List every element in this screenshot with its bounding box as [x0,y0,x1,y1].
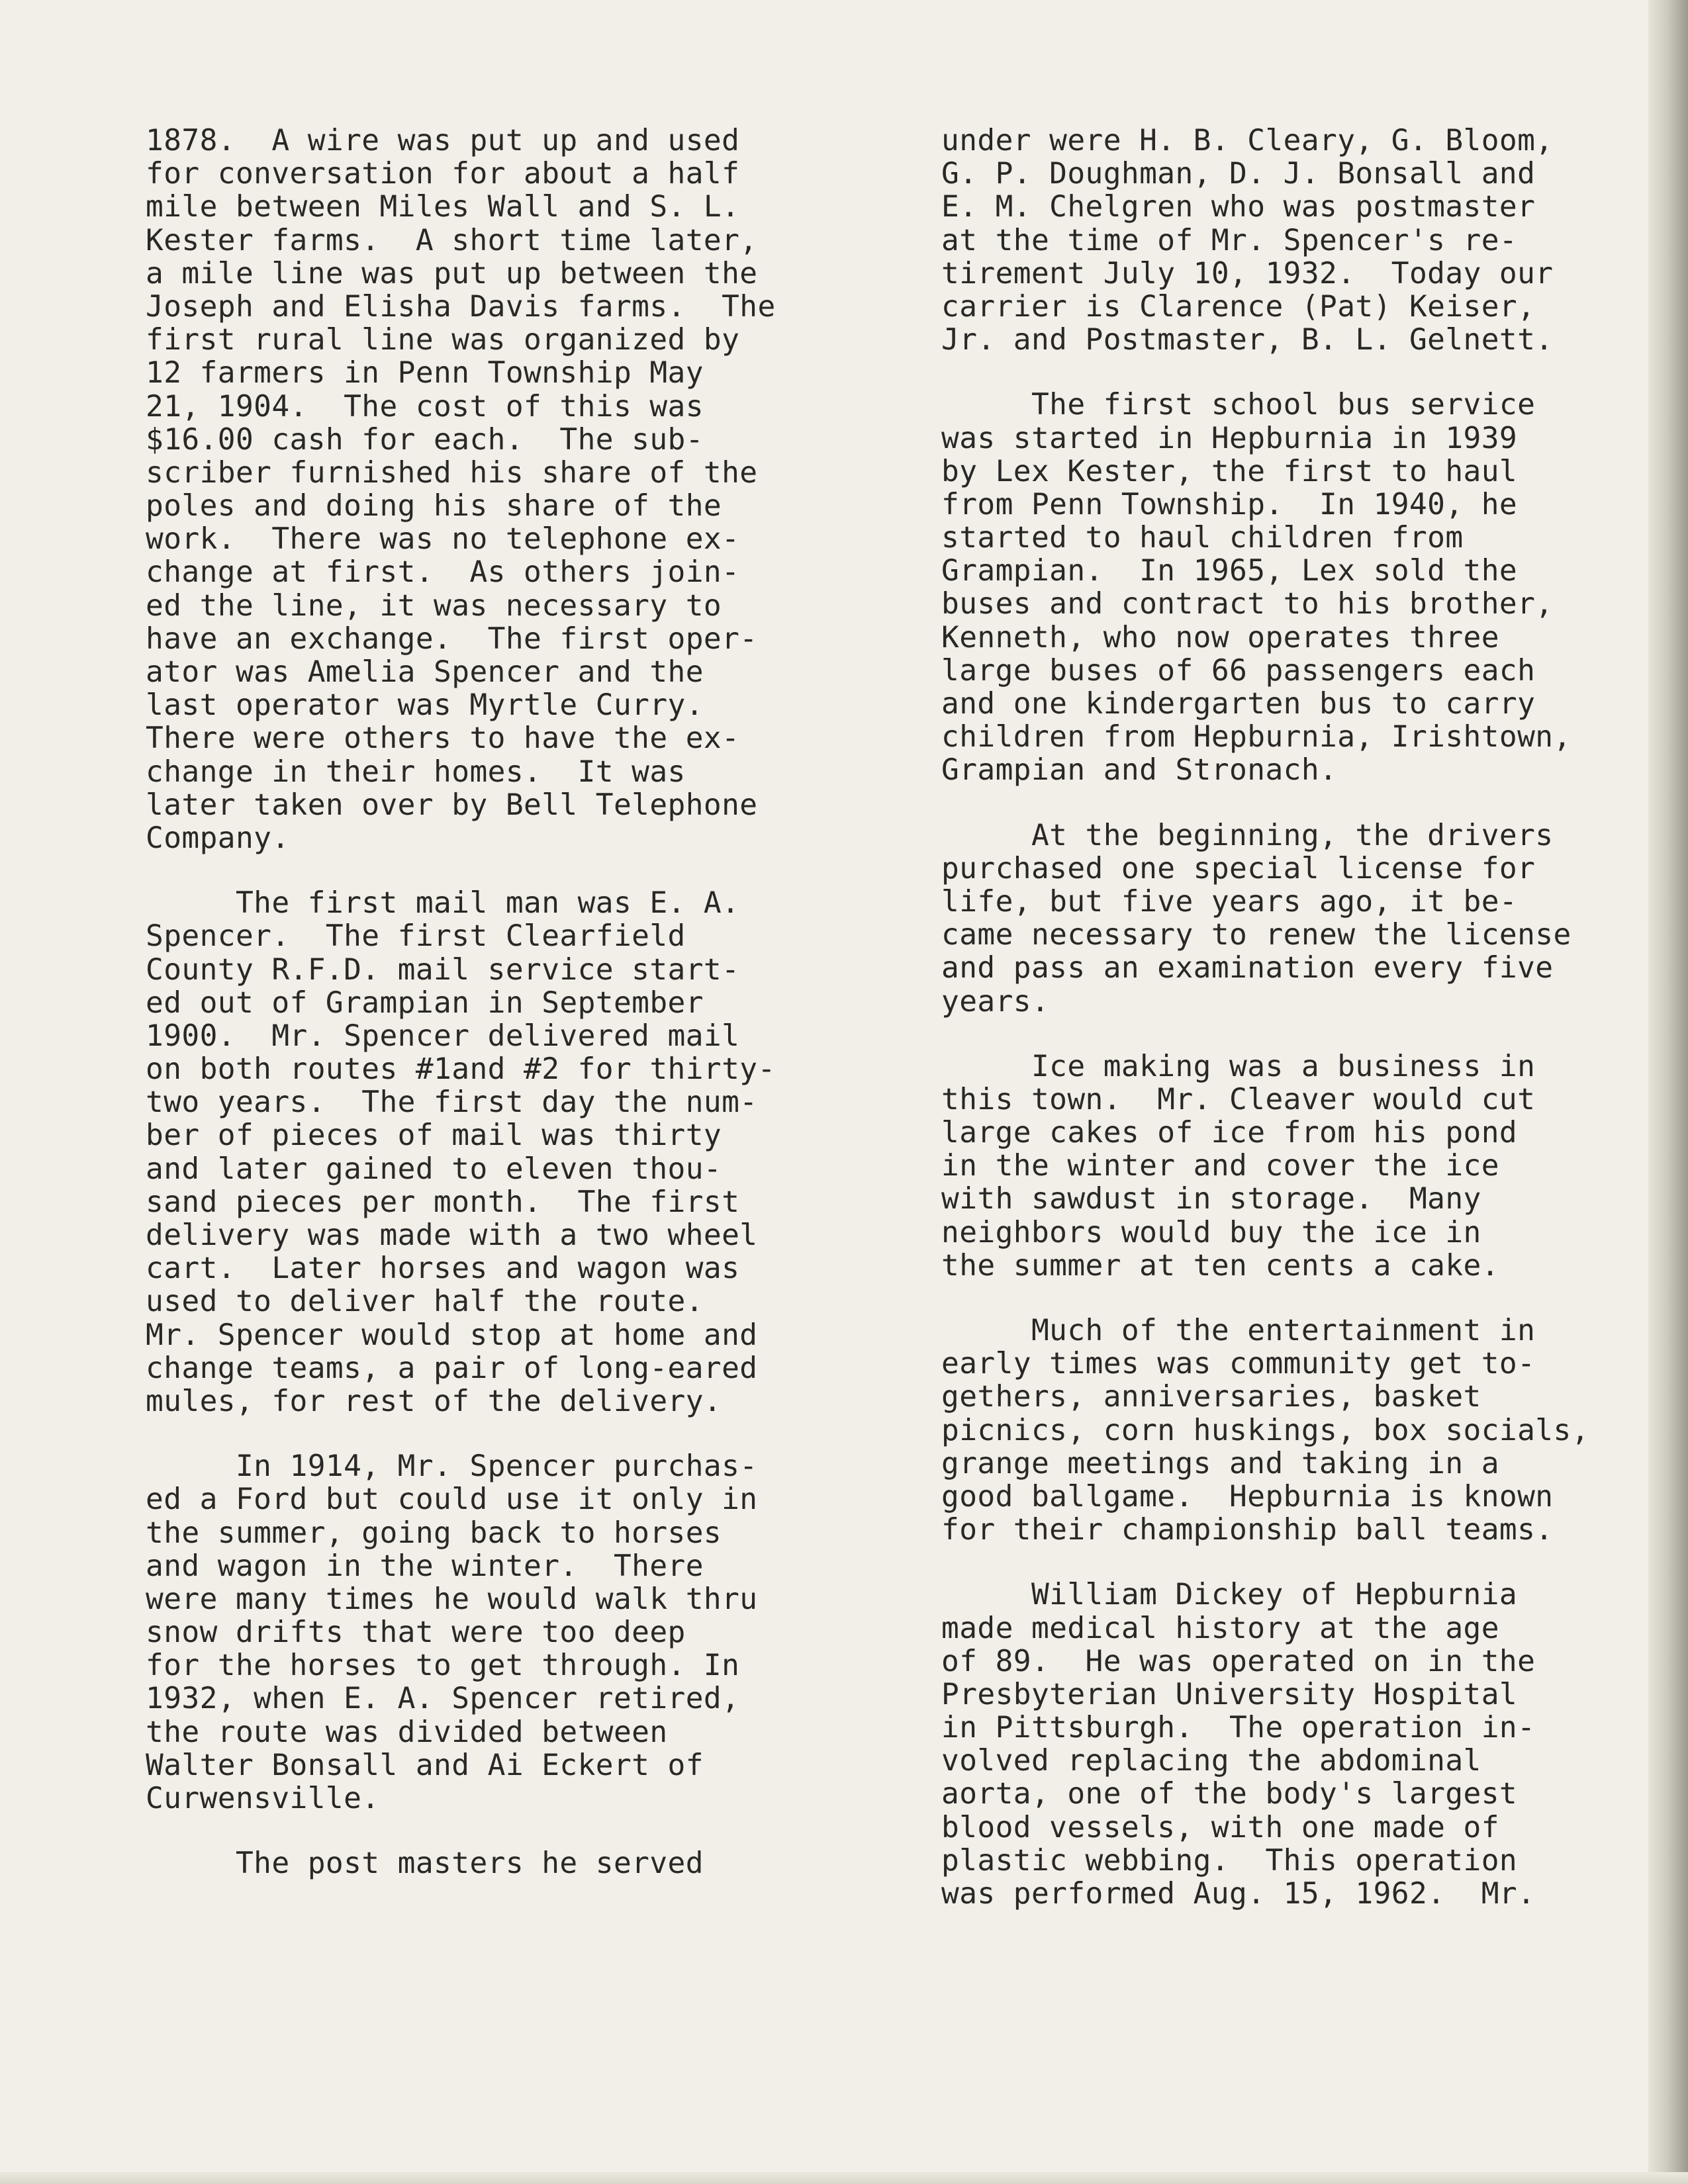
text-line: tirement July 10, 1932. Today our [941,256,1554,291]
text-line: Grampian. In 1965, Lex sold the [941,554,1518,588]
text-line: under were H. B. Cleary, G. Bloom, [941,124,1554,158]
text-line: a mile line was put up between the [146,256,758,291]
text-line: in Pittsburgh. The operation in- [941,1711,1536,1745]
text-line: delivery was made with a two wheel [146,1218,758,1252]
text-line: later taken over by Bell Telephone [146,788,758,822]
text-line: of 89. He was operated on in the [941,1644,1536,1678]
text-line: $16.00 cash for each. The sub- [146,422,704,457]
text-line: In 1914, Mr. Spencer purchas- [146,1449,758,1484]
text-line: E. M. Chelgren who was postmaster [941,190,1536,224]
text-line: on both routes #1and #2 for thirty- [146,1052,776,1087]
text-line: children from Hepburnia, Irishtown, [941,720,1571,754]
text-line: Grampian and Stronach. [941,753,1338,788]
text-line: early times was community get to- [941,1347,1536,1381]
text-line: the summer, going back to horses [146,1516,722,1550]
text-line: blood vessels, with one made of [941,1810,1499,1844]
text-line: volved replacing the abdominal [941,1744,1481,1778]
text-line: Kester farms. A short time later, [146,223,758,257]
paragraph [146,124,861,855]
text-line: Joseph and Elisha Davis farms. The [146,289,776,324]
text-line: picnics, corn huskings, box socials, [941,1413,1589,1447]
text-line: 1932, when E. A. Spencer retired, [146,1682,740,1716]
text-line: have an exchange. The first oper- [146,621,758,656]
text-line: Presbyterian University Hospital [941,1677,1518,1711]
text-line: 1878. A wire was put up and used [146,124,740,158]
text-line: Much of the entertainment in [941,1314,1536,1347]
text-line: and one kindergarten bus to carry [941,687,1536,721]
text-line: cart. Later horses and wagon was [146,1251,740,1286]
text-line: neighbors would buy the ice in [941,1215,1481,1250]
right-column [941,124,1663,1942]
text-line: ed a Ford but could use it only in [146,1482,758,1517]
text-line: William Dickey of Hepburnia [941,1578,1518,1612]
text-line: ed the line, it was necessary to [146,588,722,623]
text-line: life, but five years ago, it be- [941,884,1518,919]
text-line: 21, 1904. The cost of this was [146,389,704,424]
text-line: came necessary to renew the license [941,918,1571,952]
text-line: 12 farmers in Penn Township May [146,356,704,390]
text-line: the route was divided between [146,1715,668,1749]
text-line: scriber furnished his share of the [146,455,758,490]
text-line: sand pieces per month. The first [146,1185,740,1219]
text-line: carrier is Clarence (Pat) Keiser, [941,289,1536,324]
text-line: snow drifts that were too deep [146,1615,686,1650]
text-line: were many times he would walk thru [146,1582,758,1616]
text-line: Curwensville. [146,1782,380,1815]
text-line: Company. [146,821,290,855]
text-line: grange meetings and taking in a [941,1446,1499,1480]
text-line: for the horses to get through. In [146,1649,740,1683]
text-line: two years. The first day the num- [146,1085,758,1120]
text-line: started to haul children from [941,521,1464,555]
text-line: was started in Hepburnia in 1939 [941,421,1518,455]
text-line: Ice making was a business in [941,1049,1536,1083]
paragraph [941,124,1663,357]
text-line: poles and doing his share of the [146,489,722,523]
paragraph [941,1578,1663,1911]
text-line: buses and contract to his brother, [941,587,1554,621]
text-line: Spencer. The first Clearfield [146,919,686,954]
text-line: Kenneth, who now operates three [941,620,1499,655]
text-line: with sawdust in storage. Many [941,1182,1481,1216]
text-line: change in their homes. It was [146,754,686,789]
paragraph [146,887,861,1418]
page-bottom-edge [0,2172,1688,2184]
text-line: change at first. As others join- [146,555,740,590]
text-line: ed out of Grampian in September [146,985,704,1020]
text-line: and wagon in the winter. There [146,1549,704,1583]
text-line: this town. Mr. Cleaver would cut [941,1082,1536,1116]
text-line: The first school bus service [941,388,1536,422]
text-line: large cakes of ice from his pond [941,1116,1518,1150]
text-line: for their championship ball teams. [941,1513,1554,1547]
text-line: large buses of 66 passengers each [941,653,1536,688]
text-line: mile between Miles Wall and S. L. [146,190,740,224]
text-line: ator was Amelia Spencer and the [146,655,704,689]
text-line: Jr. and Postmaster, B. L. Gelnett. [941,323,1554,357]
text-line: 1900. Mr. Spencer delivered mail [146,1019,740,1053]
text-line: change teams, a pair of long-eared [146,1351,758,1385]
text-line: plastic webbing. This operation [941,1843,1518,1878]
text-line: was performed Aug. 15, 1962. Mr. [941,1877,1536,1911]
text-line: the summer at ten cents a cake. [941,1248,1499,1283]
text-line: years. [941,984,1050,1019]
text-line: Mr. Spencer would stop at home and [146,1318,758,1352]
text-line: There were others to have the ex- [146,721,740,756]
text-line: first rural line was organized by [146,323,740,357]
text-line: last operator was Myrtle Curry. [146,688,704,723]
text-line: from Penn Township. In 1940, he [941,487,1518,522]
text-line: by Lex Kester, the first to haul [941,454,1518,488]
text-line: at the time of Mr. Spencer's re- [941,223,1518,257]
text-line: and pass an examination every five [941,951,1554,985]
text-line: aorta, one of the body's largest [941,1777,1518,1811]
paragraph [941,1314,1663,1547]
text-line: gethers, anniversaries, basket [941,1380,1481,1414]
text-line: G. P. Doughman, D. J. Bonsall and [941,157,1536,191]
paragraph [941,1050,1663,1283]
text-line: At the beginning, the drivers [941,818,1554,852]
paragraph [941,388,1663,787]
text-line: ber of pieces of mail was thirty [146,1118,722,1153]
text-line: used to deliver half the route. [146,1285,704,1319]
text-line: in the winter and cover the ice [941,1149,1499,1183]
paragraph [146,1847,861,1880]
text-line: and later gained to eleven thou- [146,1152,722,1186]
text-line: good ballgame. Hepburnia is known [941,1479,1554,1514]
text-line: work. There was no telephone ex- [146,522,740,557]
text-line: The post masters he served [146,1846,704,1881]
text-line: mules, for rest of the delivery. [146,1384,722,1418]
left-column [146,124,861,1912]
text-line: County R.F.D. mail service start- [146,952,740,987]
text-line: The first mail man was E. A. [146,886,740,921]
text-line: made medical history at the age [941,1611,1499,1645]
text-line: for conversation for about a half [146,157,740,191]
text-line: Walter Bonsall and Ai Eckert of [146,1748,704,1782]
text-line: purchased one special license for [941,851,1536,886]
paragraph [146,1450,861,1815]
paragraph [941,819,1663,1019]
